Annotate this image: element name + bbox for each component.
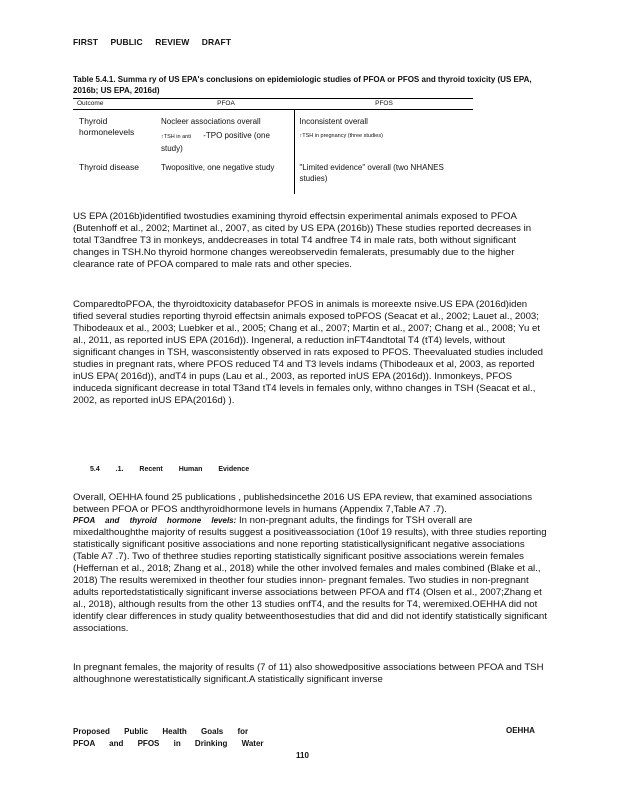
pfoa-sub-b: -TPO positive (one study) [161,131,270,153]
pfos-main: Inconsistent overall [299,117,368,126]
col-pfoa: PFOA [157,99,295,110]
footer-line-2: PFOA and PFOS in Drinking Water [73,739,264,748]
table-row [73,156,473,194]
footer-right: OEHHA [506,726,535,735]
pfoa-cell: Twopositive, one negative study [161,163,275,172]
page-number: 110 [296,751,309,760]
paragraph-pfos-animal: ComparedtoPFOA, the thyroidtoxicity databasefor PFOS in animals is moreexte nsive.US EPA (2016d)iden tified several studies reporting thyroid effectsin animals exposed toPFOS (Seacat et al., 2002; Lauet al., 2003; Thibodeaux et al., 2003; Luebker et al., 2005; Chang et al., 2007; Martin et al., 2007; Chang et al., 2008; Yu et al., 2011, as reported inUS EPA (2016d)). Ingeneral, a reduction inFT4andtotal T4 (tT4) levels, without significant changes in TSH, wasconsistently observed in rats exposed to PFOS. Theevaluated studies included studies in pregnant rats, where PFOS reduced T4 and T3 levels indams (Thibodeaux et al, 2003, as reported inUS EPA( 2016d)), andT4 in pups (Lau et al., 2003, as reported inUS EPA (2016d)). Inmonkeys, PFOS induceda significant decrease in total T3and tT4 levels in females only, withno changes in TSH (Seacat et al., 2002, as reported inUS EPA(2016d) ). [73,299,543,406]
draft-header: FIRST PUBLIC REVIEW DRAFT [73,37,232,47]
summary-table [73,98,473,194]
pfoa-sub-a: ↑TSH in anti [161,134,191,140]
paragraph-body: In non-pregnant adults, the findings for TSH overall are mixedalthoughthe majority of results suggest a positiveassociation (10of 19 results), with three studies reporting statistically significant positive associations and none reporting statisticallysignificant negative associations (Table A7 .7). Two of thethree studies reporting statistically significant positive associations werein females (Heffernan et al., 2018; Zhang et al., 2018) while the other involved females and males combined (Blake et al., 2018) The results weremixed in theother four studies innon- pregnant females. Two studies in non-pregnant adults reportedstatistically significant inverse associations between PFOA and fT4 (Olsen et al., 2007;Zhang et al., 2018), although results from the other 13 studies onfT4, and the results for T4, weremixed.OEHHA did not identify clear differences in study quality betweenthosestudies that did and did not identify statistically significant associations. [73,515,547,634]
pfos-cell: "Limited evidence" overall (two NHANES studies) [295,156,473,194]
table-caption: Table 5.4.1. Summa ry of US EPA's conclusions on epidemiologic studies of PFOA or PFOS and thyroid toxicity (US EPA, 2016b; US EPA, 2016d) [73,75,532,95]
footer-left [73,726,264,750]
col-pfos: PFOS [295,99,473,110]
pfos-sub: ↑TSH in pregnancy (three studies) [299,133,383,139]
paragraph-overview: Overall, OEHHA found 25 publications , publishedsincethe 2016 US EPA review, that examined associations between PFOA or PFOS andthyroidhormone levels in humans (Appendix 7,Table A7 .7). [73,492,532,515]
section-heading: 5.4 .1. Recent Human Evidence [90,466,250,473]
outcome-cell: Thyroid hormonelevels [79,116,135,137]
paragraph-pfoa-thyroid [73,515,547,635]
col-outcome: Outcome [73,99,157,110]
pfoa-cell [157,110,295,157]
pfos-cell [295,110,473,157]
paragraph-pregnant: In pregnant females, the majority of results (7 of 11) also showedpositive associations between PFOA and TSH althoughnone werestatistically significant.A statistically significant inverse [73,662,544,685]
table-row [73,110,473,157]
table-header-row [73,99,473,110]
paragraph-pfoa-animal: US EPA (2016b)identified twostudies examining thyroid effectsin experimental animals exposed to PFOA (Butenhoff et al., 2002; Martinet al., 2007, as cited by US EPA (2016b)) These studies reported decreases in total T3andfree T3 in monkeys, anddecreases in total T4 andfree T4 in male rats, both without significant changes in TSH.No thyroid hormone changes wereobservedin femalerats, presumably due to the higher clearance rate of PFOA compared to male rats and other species. [73,211,532,270]
footer-line-1: Proposed Public Health Goals for [73,727,249,736]
paragraph-lead-in: PFOA and thyroid hormone levels: [73,516,237,525]
outcome-cell: Thyroid disease [79,162,140,172]
pfoa-main: Nocleer associations overall [161,117,261,126]
